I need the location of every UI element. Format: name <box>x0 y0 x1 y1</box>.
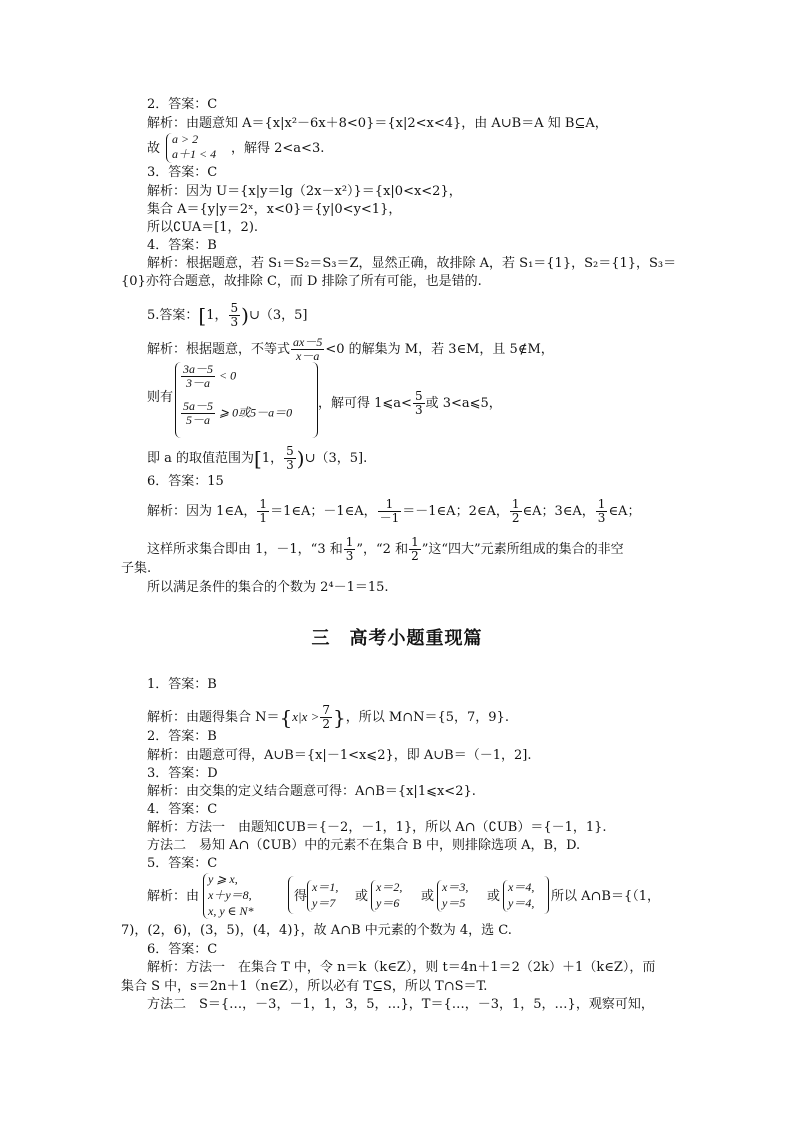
q5-answer-prefix: 5.答案： <box>147 308 199 323</box>
p2-q2-analysis: 解析：由题意可得，A∪B＝{x|－1<x⩽2}，即 A∪B＝（－1，2]. <box>147 748 532 763</box>
p2-q5-line2: 7)，(2，6)，(3，5)，(4，4)}，故 A∩B 中元素的个数为 4，选 C. <box>121 923 512 938</box>
p2-q5-pair1-b: y＝7 <box>312 896 336 910</box>
q6-analysis-line4: 所以满足条件的集合的个数为 2⁴－1＝15. <box>147 580 389 595</box>
q5-answer-suffix: ∪（3，5] <box>248 308 308 323</box>
q6-analysis-line3: 子集. <box>121 561 152 576</box>
q5-system-line1: $\frac{3a-5}{3-a}$ < 0 <box>183 362 237 390</box>
q3-analysis-line1: 解析：因为 U＝{x|y＝lg（2x－x²）}＝{x|0<x<2}， <box>147 184 462 199</box>
q6-analysis-line2: 这样所求集合即由 1，－1，“3 和 $\frac{1}{3}$ ”，“2 和 $\frac{1}{2}$ ”这“四大”元素所组成的集合的非空 <box>147 535 624 563</box>
q5-interval-left: 1， <box>206 308 228 323</box>
p2-q5-pair1-a: x＝1, <box>312 880 339 894</box>
p2-q5-system-line2: x＋y＝8, <box>208 888 252 902</box>
q5-answer-fraction: $\frac{5}{3}$ <box>230 301 239 329</box>
p2-q5-huo1: 或 <box>355 889 369 904</box>
q2-system-line2: a＋1 < 4 <box>172 147 217 161</box>
q4-analysis-line1: 解析：根据题意，若 S₁＝S₂＝S₃＝Z，显然正确，故排除 A，若 S₁＝{1}，S₂＝{1}，S₃＝ <box>147 256 677 271</box>
q2-analysis-line1: 解析：由题意知 A＝{x|x²－6x＋8<0}＝{x|2<x<4}，由 A∪B＝A 知 B⊆A， <box>147 116 608 131</box>
q5-zeyou: 则有 <box>147 390 174 405</box>
q4-analysis-line2: {0}亦符合题意，故排除 C，而 D 排除了所有可能，也是错的. <box>121 274 482 289</box>
q5-inequality-fraction: $\frac{ax-5}{x-a}$ <box>293 335 323 363</box>
p2-q5-pair3-b: y＝5 <box>442 896 466 910</box>
q2-analysis-line2 <box>147 141 160 157</box>
q6-analysis-line1: 解析：因为 1∈A， $\frac{1}{1}$ ＝1∈A；－1∈A， $\frac{1}{-1}$ ＝－1∈A；2∈A， $\frac{1}{2}$ ∈A；3∈A， $\frac{1}{3}$ ∈A； <box>147 497 641 525</box>
p2-q5-answer: 5．答案：C <box>147 856 218 871</box>
q2-answer: 2．答案：C <box>147 97 218 112</box>
q5-analysis-line1: 解析：根据题意，不等式 $\frac{ax-5}{x-a}$ <0 的解集为 M，若 3∈M，且 5∉M， <box>147 335 554 363</box>
q3-analysis-line2: 集合 A＝{y|y＝2ˣ，x<0}＝{y|0<y<1}， <box>147 202 402 217</box>
p2-q4-answer: 4．答案：C <box>147 802 218 817</box>
p2-q5-pair4-b: y＝4, <box>508 896 535 910</box>
q2-solution-tail: ，解得 2<a<3. <box>231 141 325 156</box>
q5-range-fraction: $\frac{5}{3}$ <box>286 444 294 472</box>
p2-q4-analysis-line2: 方法二 易知 A∩（∁UB）中的元素不在集合 B 中，则排除选项 A，B，D. <box>147 838 581 853</box>
p2-q3-analysis: 解析：由交集的定义结合题意可得：A∩B＝{x|1⩽x<2}. <box>147 784 476 799</box>
p2-q6-answer: 6．答案：C <box>147 942 218 957</box>
p2-q3-answer: 3．答案：D <box>147 766 218 781</box>
p2-q6-analysis-line1: 解析：方法一 在集合 T 中，令 n＝k（k∈Z），则 t＝4n＋1＝2（2k）＋1（k∈Z），而 <box>147 960 656 975</box>
q5-solve-fraction: $\frac{5}{3}$ <box>414 389 423 417</box>
p2-q5-pair2-b: y＝6 <box>376 896 400 910</box>
q2-system-line1: a > 2 <box>172 132 199 146</box>
p2-q5-huo3: 或 <box>487 889 501 904</box>
q3-answer: 3．答案：C <box>147 165 218 180</box>
q5-range-line: 即 a 的取值范围为[1， $\frac{5}{3}$ )∪（3，5]. <box>147 444 368 472</box>
p2-q5-pre: 解析：由 <box>147 889 200 904</box>
p2-q6-analysis-line3: 方法二 S＝{…，－3，－1，1，3，5，…}，T＝{…，－3，1，5，…}，观察可知， <box>147 997 654 1012</box>
p2-q5-pair4-a: x＝4, <box>508 880 535 894</box>
p2-q5-huo2: 或 <box>421 889 435 904</box>
section-title: 三 高考小题重现篇 <box>311 628 483 649</box>
p2-q5-post: 所以 A∩B＝{（1， <box>551 889 661 904</box>
p2-q1-analysis: 解析：由题得集合 N＝{x|x > $\frac{7}{2}$ }，所以 M∩N＝{5，7，9}. <box>147 703 509 731</box>
p2-q5-pair3-a: x＝3, <box>442 880 469 894</box>
p2-q5-de: 得 <box>294 889 308 904</box>
q5-system-line2: $\frac{5a-5}{5-a}$ ⩾ 0或5－a＝0 <box>183 399 293 427</box>
p2-q5-pair2-a: x＝2, <box>376 880 403 894</box>
p2-q5-system-line3: x, y ∈ N* <box>208 904 254 918</box>
p2-q5-solution-right-bar <box>544 876 549 914</box>
q5-answer: 5.答案：[1， $\frac{5}{3}$ )∪（3，5] <box>147 301 308 329</box>
q6-answer: 6．答案：15 <box>147 474 224 489</box>
p2-q1-answer: 1．答案：B <box>147 677 217 692</box>
q4-answer: 4．答案：B <box>147 238 217 253</box>
q2-gu: 故 <box>147 141 161 156</box>
q5-solve-line: ，解可得 1⩽a< $\frac{5}{3}$ 或 3<a⩽5， <box>318 389 502 417</box>
q3-analysis-line3: 所以∁UA＝[1，2). <box>147 220 259 235</box>
p2-q4-analysis-line1: 解析：方法一 由题知∁UB＝{－2，－1，1}，所以 A∩（∁UB）＝{－1，1}. <box>147 820 607 835</box>
p2-q5-system-line1: y ⩾ x, <box>208 872 238 886</box>
p2-q6-analysis-line2: 集合 S 中，s＝2n＋1（n∈Z），所以必有 T⊆S，所以 T∩S＝T. <box>121 979 488 994</box>
p2-q2-answer: 2．答案：B <box>147 729 217 744</box>
